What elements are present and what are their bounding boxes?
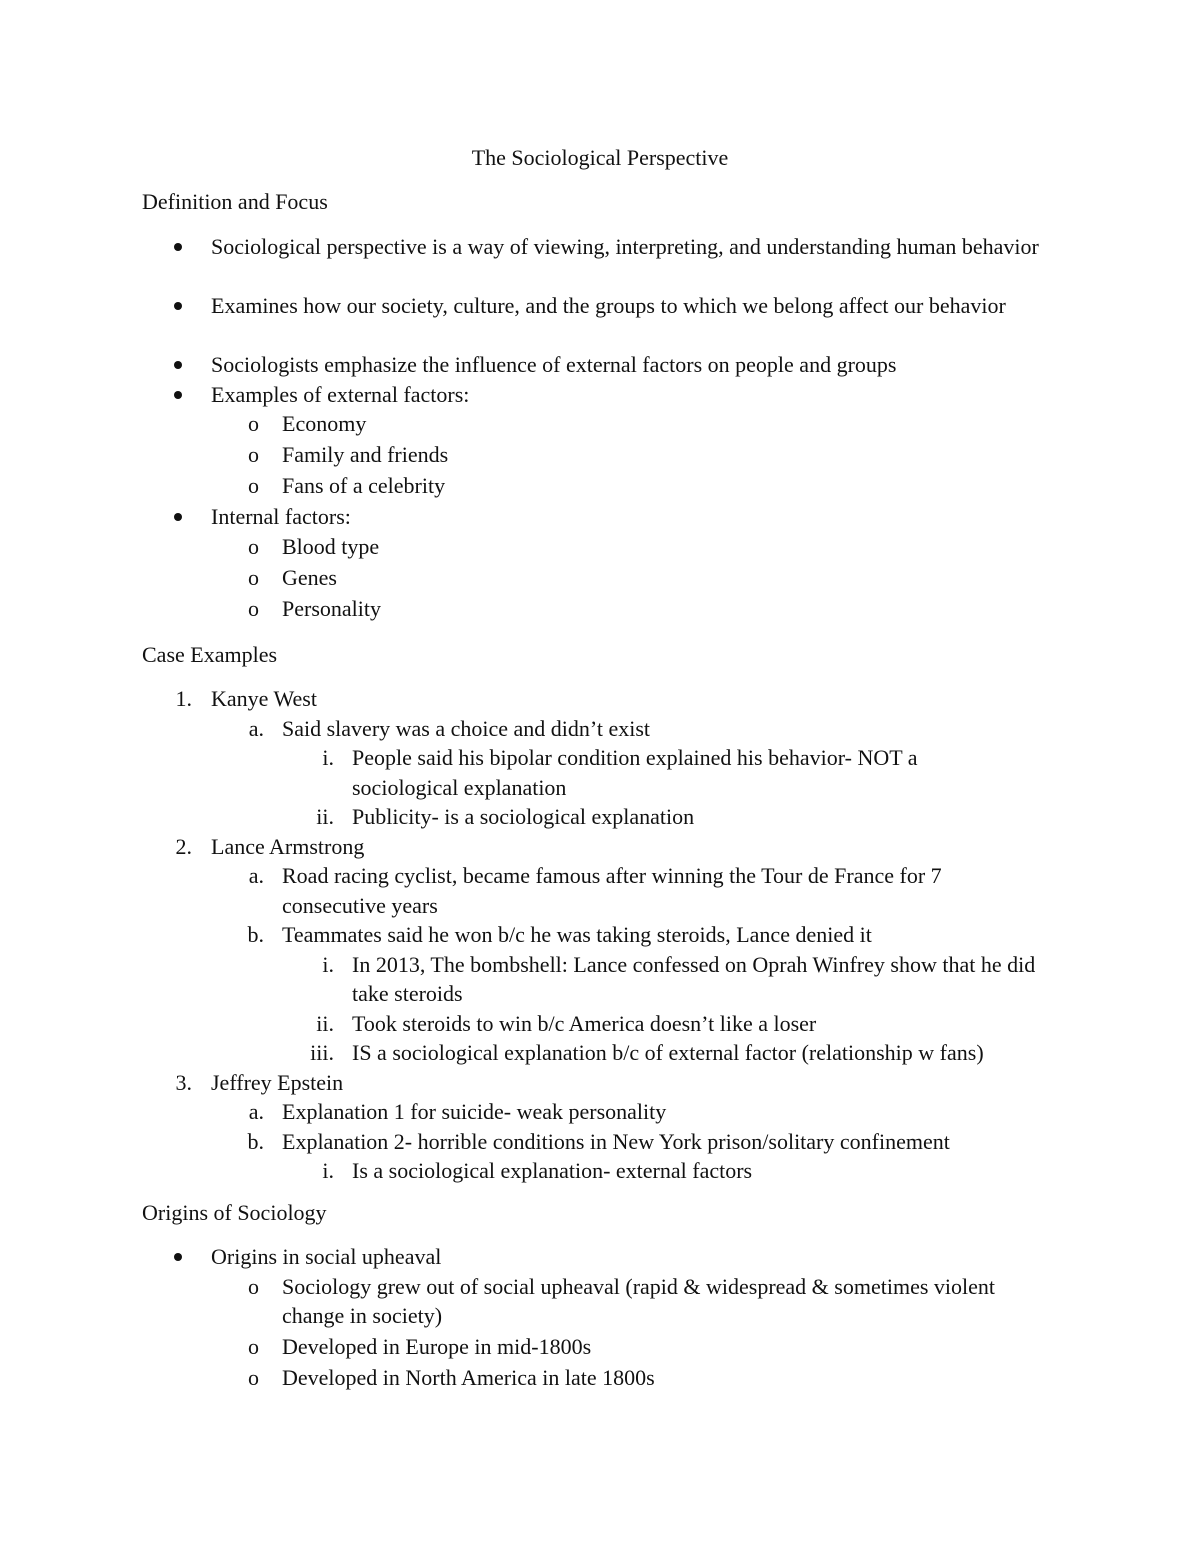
list-item bbox=[0, 563, 1200, 594]
list-marker: i. bbox=[322, 951, 334, 977]
circle-bullet-icon: o bbox=[248, 596, 259, 621]
list-item-text: Sociological perspective is a way of viewing, interpreting, and understanding human behavior bbox=[211, 234, 1039, 259]
list-item bbox=[0, 380, 1200, 410]
circle-bullet-icon: o bbox=[248, 1364, 259, 1390]
list-item-text: Personality bbox=[282, 596, 381, 621]
list-item bbox=[0, 1097, 1200, 1127]
list-item bbox=[0, 594, 1200, 625]
list-item-text: Genes bbox=[282, 565, 337, 590]
list-item bbox=[0, 409, 1200, 440]
list-item bbox=[0, 1332, 1200, 1363]
section-heading-definition: Definition and Focus bbox=[142, 189, 328, 214]
list-item bbox=[0, 232, 1200, 291]
list-marker: b. bbox=[247, 1128, 264, 1154]
list-item-text: Developed in Europe in mid-1800s bbox=[282, 1333, 592, 1359]
list-marker: ii. bbox=[316, 804, 334, 829]
circle-bullet-icon: o bbox=[248, 442, 259, 467]
section-heading-cases: Case Examples bbox=[142, 642, 278, 667]
list-item bbox=[0, 861, 1200, 920]
list-item bbox=[0, 502, 1200, 532]
bullet-icon bbox=[174, 243, 182, 251]
list-item bbox=[0, 714, 1200, 744]
list-item-text: Origins in social upheaval bbox=[211, 1244, 442, 1269]
list-item bbox=[0, 1068, 1200, 1098]
list-item-text: Lance Armstrong bbox=[211, 833, 365, 859]
list-marker: i. bbox=[322, 1158, 334, 1183]
list-item bbox=[0, 1009, 1200, 1039]
bullet-icon bbox=[174, 513, 182, 521]
definition-list bbox=[0, 232, 1200, 625]
list-item bbox=[0, 350, 1200, 380]
list-item bbox=[0, 684, 1200, 714]
circle-bullet-icon: o bbox=[248, 534, 259, 559]
case-examples-list bbox=[0, 684, 1200, 1186]
list-item-text: In 2013, The bombshell: Lance confessed on Oprah Winfrey show that he did take steroids bbox=[352, 951, 1036, 1006]
list-item bbox=[0, 802, 1200, 832]
list-item-text: People said his bipolar condition explained his behavior- NOT a sociological explanation bbox=[352, 745, 918, 800]
list-item-text: Examples of external factors: bbox=[211, 381, 470, 407]
list-item bbox=[0, 471, 1200, 502]
list-item bbox=[0, 532, 1200, 563]
list-item-text: Economy bbox=[282, 411, 367, 436]
list-item-text: Sociologists emphasize the influence of external factors on people and groups bbox=[211, 352, 897, 377]
list-item-text: Road racing cyclist, became famous after winning the Tour de France for 7 consecutive years bbox=[282, 863, 942, 918]
list-item bbox=[0, 1038, 1200, 1068]
list-item bbox=[0, 440, 1200, 471]
list-marker: 3. bbox=[175, 1069, 192, 1095]
list-item bbox=[0, 950, 1200, 1009]
list-marker: b. bbox=[247, 922, 264, 947]
list-item-text: Is a sociological explanation- external factors bbox=[352, 1158, 753, 1183]
list-item-text: Fans of a celebrity bbox=[282, 473, 446, 498]
list-item-text: IS a sociological explanation b/c of external factor (relationship w fans) bbox=[352, 1040, 984, 1065]
list-marker: i. bbox=[322, 745, 334, 770]
list-marker: a. bbox=[248, 1099, 264, 1124]
list-item-text: Developed in North America in late 1800s bbox=[282, 1364, 655, 1390]
list-marker: a. bbox=[248, 715, 264, 741]
bullet-icon bbox=[174, 1253, 182, 1261]
origins-list bbox=[0, 1242, 1200, 1394]
list-item-text: Took steroids to win b/c America doesn’t like a loser bbox=[352, 1010, 817, 1036]
list-item bbox=[0, 291, 1200, 350]
list-item-text: Said slavery was a choice and didn’t exist bbox=[282, 715, 650, 741]
list-marker: 2. bbox=[175, 833, 192, 859]
circle-bullet-icon: o bbox=[248, 1273, 259, 1299]
list-item bbox=[0, 1127, 1200, 1157]
circle-bullet-icon: o bbox=[248, 1333, 259, 1359]
list-item bbox=[0, 1272, 1200, 1332]
list-item-text: Examines how our society, culture, and the groups to which we belong affect our behavior bbox=[211, 293, 1006, 318]
list-item bbox=[0, 920, 1200, 950]
list-item-text: Sociology grew out of social upheaval (rapid & widespread & sometimes violent change in society) bbox=[282, 1273, 996, 1328]
list-item-text: Blood type bbox=[282, 534, 380, 559]
bullet-icon bbox=[174, 391, 182, 399]
circle-bullet-icon: o bbox=[248, 411, 259, 436]
list-marker: a. bbox=[248, 863, 264, 888]
list-item-text: Explanation 1 for suicide- weak personality bbox=[282, 1099, 667, 1124]
circle-bullet-icon: o bbox=[248, 473, 259, 498]
list-item bbox=[0, 1363, 1200, 1394]
list-item bbox=[0, 832, 1200, 862]
list-item-text: Publicity- is a sociological explanation bbox=[352, 804, 695, 829]
list-marker: ii. bbox=[316, 1010, 334, 1036]
list-item-text: Jeffrey Epstein bbox=[211, 1069, 344, 1095]
page-title: The Sociological Perspective bbox=[471, 145, 729, 170]
list-item bbox=[0, 1156, 1200, 1186]
list-marker: iii. bbox=[310, 1040, 334, 1065]
bullet-icon bbox=[174, 302, 182, 310]
list-item-text: Family and friends bbox=[282, 442, 449, 467]
list-marker: 1. bbox=[175, 686, 192, 711]
list-item-text: Kanye West bbox=[211, 686, 317, 711]
section-heading-origins: Origins of Sociology bbox=[142, 1200, 327, 1225]
circle-bullet-icon: o bbox=[248, 565, 259, 590]
list-item bbox=[0, 1242, 1200, 1272]
list-item-text: Teammates said he won b/c he was taking steroids, Lance denied it bbox=[282, 922, 872, 947]
bullet-icon bbox=[174, 361, 182, 369]
list-item-text: Explanation 2- horrible conditions in New York prison/solitary confinement bbox=[282, 1128, 950, 1154]
list-item bbox=[0, 743, 1200, 802]
list-item-text: Internal factors: bbox=[211, 504, 351, 529]
